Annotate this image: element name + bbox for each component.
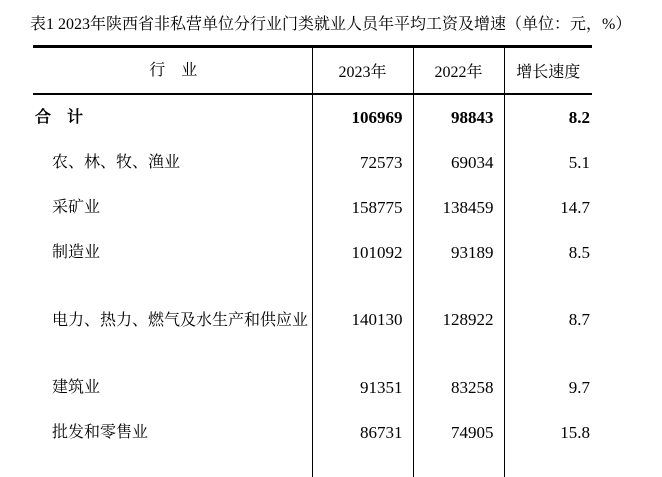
- growth-cell: 14.7: [504, 185, 592, 230]
- value-2022-cell: 138459: [413, 185, 504, 230]
- industry-cell: 采矿业: [52, 199, 101, 216]
- table-row-construction: [33, 365, 592, 410]
- value-2023-cell: 91351: [312, 365, 413, 410]
- header-2022: 2022年: [413, 47, 504, 95]
- value-2022-cell: 69034: [413, 140, 504, 185]
- value-2023-cell: 86731: [312, 410, 413, 455]
- value-2023-cell: 106969: [312, 94, 413, 140]
- header-2023: 2023年: [312, 47, 413, 95]
- value-2022-cell: [413, 455, 504, 477]
- growth-cell: 8.7: [504, 275, 592, 365]
- header-industry: 行 业: [33, 47, 312, 95]
- industry-cell: 建筑业: [52, 379, 101, 396]
- growth-cell: 8.5: [504, 230, 592, 275]
- industry-cell: 合 计: [35, 109, 84, 126]
- value-2023-cell: 72573: [312, 140, 413, 185]
- industry-cell: 农、林、牧、渔业: [52, 154, 181, 171]
- table-row-total: [33, 94, 592, 140]
- table-row-manufacturing: [33, 230, 592, 275]
- value-2023-cell: 140130: [312, 275, 413, 365]
- value-2023-cell: 101092: [312, 230, 413, 275]
- industry-cell: 电力、热力、燃气及水生产和供应业: [52, 311, 309, 329]
- industry-cell: 制造业: [52, 244, 101, 261]
- value-2023-cell: [312, 455, 413, 477]
- table-title: 表1 2023年陕西省非私营单位分行业门类就业人员年平均工资及增速（单位：元，%）: [30, 16, 632, 33]
- growth-cell: [504, 455, 592, 477]
- wage-statistics-table: [33, 45, 592, 477]
- header-row: [33, 47, 592, 95]
- growth-cell: 8.2: [504, 94, 592, 140]
- value-2022-cell: 93189: [413, 230, 504, 275]
- growth-cell: 5.1: [504, 140, 592, 185]
- table-row-agriculture: [33, 140, 592, 185]
- growth-cell: 15.8: [504, 410, 592, 455]
- header-growth: 增长速度: [504, 47, 592, 95]
- value-2022-cell: 83258: [413, 365, 504, 410]
- value-2022-cell: 98843: [413, 94, 504, 140]
- value-2022-cell: 74905: [413, 410, 504, 455]
- table-row-clipped: [33, 455, 592, 477]
- value-2023-cell: 158775: [312, 185, 413, 230]
- value-2022-cell: 128922: [413, 275, 504, 365]
- table-row-wholesale-retail: [33, 410, 592, 455]
- industry-cell: [33, 455, 312, 477]
- table-row-mining: [33, 185, 592, 230]
- industry-cell: 批发和零售业: [52, 424, 149, 441]
- table-row-utilities: [33, 275, 592, 365]
- growth-cell: 9.7: [504, 365, 592, 410]
